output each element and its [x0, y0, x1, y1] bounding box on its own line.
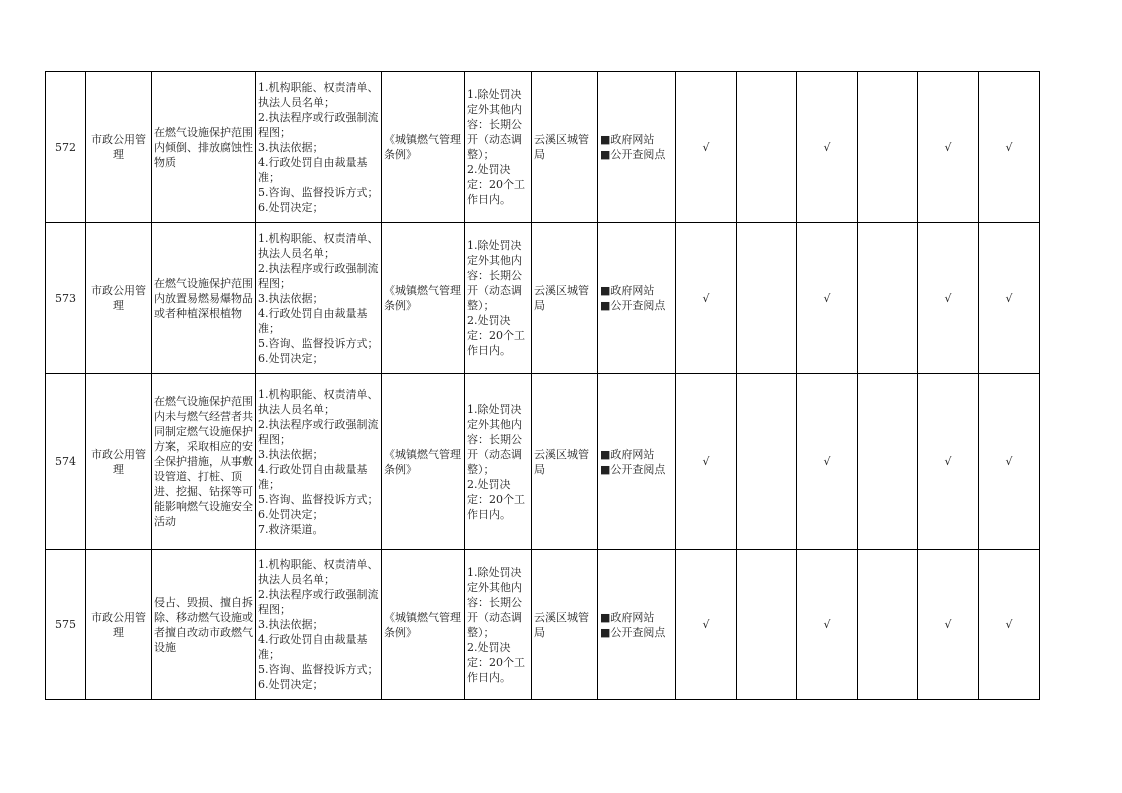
subject-cell: 云溪区城管局	[532, 72, 598, 223]
table-row	[46, 374, 1040, 550]
subject-cell: 云溪区城管局	[532, 550, 598, 700]
checkmark-cell: √	[918, 72, 979, 223]
item-number: 572	[46, 72, 86, 223]
item-cell: 在燃气设施保护范围内放置易燃易爆物品或者种植深根植物	[152, 223, 256, 374]
content-cell: 1.机构职能、权责清单、执法人员名单； 2.执法程序或行政强制流程图； 3.执法依据； 4.行政处罚自由裁量基准； 5.咨询、监督投诉方式； 6.处罚决定； 7.救济渠道。	[256, 374, 382, 550]
subject-cell: 云溪区城管局	[532, 374, 598, 550]
checkmark-cell	[737, 223, 797, 374]
item-number: 575	[46, 550, 86, 700]
channel-cell: ■政府网站 ■公开查阅点	[598, 72, 676, 223]
checkmark-cell: √	[918, 550, 979, 700]
item-number: 574	[46, 374, 86, 550]
checkmark-cell	[737, 550, 797, 700]
time-limit-cell: 1.除处罚决定外其他内容：长期公开（动态调整）； 2.处罚决定：20个工作日内。	[465, 223, 532, 374]
basis-cell: 《城镇燃气管理条例》	[382, 550, 465, 700]
disclosure-table	[45, 71, 1040, 700]
checkmark-cell: √	[918, 223, 979, 374]
checkmark-cell: √	[979, 374, 1040, 550]
item-cell: 在燃气设施保护范围内未与燃气经营者共同制定燃气设施保护方案，采取相应的安全保护措施，从事敷设管道、打桩、顶进、挖掘、钻探等可能影响燃气设施安全活动	[152, 374, 256, 550]
category-cell: 市政公用管理	[86, 374, 152, 550]
time-limit-cell: 1.除处罚决定外其他内容：长期公开（动态调整）； 2.处罚决定：20个工作日内。	[465, 550, 532, 700]
checkmark-cell	[858, 223, 918, 374]
checkmark-cell	[858, 550, 918, 700]
checkmark-cell: √	[676, 550, 737, 700]
subject-cell: 云溪区城管局	[532, 223, 598, 374]
table-row	[46, 72, 1040, 223]
channel-cell: ■政府网站 ■公开查阅点	[598, 374, 676, 550]
checkmark-cell: √	[797, 72, 858, 223]
checkmark-cell: √	[918, 374, 979, 550]
checkmark-cell: √	[979, 72, 1040, 223]
checkmark-cell: √	[797, 374, 858, 550]
checkmark-cell: √	[676, 72, 737, 223]
basis-cell: 《城镇燃气管理条例》	[382, 374, 465, 550]
category-cell: 市政公用管理	[86, 223, 152, 374]
item-cell: 侵占、毁损、擅自拆除、移动燃气设施或者擅自改动市政燃气设施	[152, 550, 256, 700]
item-number: 573	[46, 223, 86, 374]
time-limit-cell: 1.除处罚决定外其他内容：长期公开（动态调整）； 2.处罚决定：20个工作日内。	[465, 72, 532, 223]
table-row	[46, 223, 1040, 374]
checkmark-cell: √	[979, 550, 1040, 700]
checkmark-cell	[737, 72, 797, 223]
checkmark-cell	[858, 374, 918, 550]
channel-cell: ■政府网站 ■公开查阅点	[598, 550, 676, 700]
content-cell: 1.机构职能、权责清单、执法人员名单； 2.执法程序或行政强制流程图； 3.执法依据； 4.行政处罚自由裁量基准； 5.咨询、监督投诉方式； 6.处罚决定；	[256, 550, 382, 700]
checkmark-cell: √	[676, 223, 737, 374]
content-cell: 1.机构职能、权责清单、执法人员名单； 2.执法程序或行政强制流程图； 3.执法依据； 4.行政处罚自由裁量基准； 5.咨询、监督投诉方式； 6.处罚决定；	[256, 72, 382, 223]
item-cell: 在燃气设施保护范围内倾倒、排放腐蚀性物质	[152, 72, 256, 223]
basis-cell: 《城镇燃气管理条例》	[382, 72, 465, 223]
time-limit-cell: 1.除处罚决定外其他内容：长期公开（动态调整）； 2.处罚决定：20个工作日内。	[465, 374, 532, 550]
checkmark-cell	[737, 374, 797, 550]
checkmark-cell: √	[797, 550, 858, 700]
content-cell: 1.机构职能、权责清单、执法人员名单； 2.执法程序或行政强制流程图； 3.执法依据； 4.行政处罚自由裁量基准； 5.咨询、监督投诉方式； 6.处罚决定；	[256, 223, 382, 374]
category-cell: 市政公用管理	[86, 72, 152, 223]
checkmark-cell: √	[797, 223, 858, 374]
channel-cell: ■政府网站 ■公开查阅点	[598, 223, 676, 374]
checkmark-cell: √	[676, 374, 737, 550]
table-row	[46, 550, 1040, 700]
category-cell: 市政公用管理	[86, 550, 152, 700]
basis-cell: 《城镇燃气管理条例》	[382, 223, 465, 374]
checkmark-cell	[858, 72, 918, 223]
checkmark-cell: √	[979, 223, 1040, 374]
